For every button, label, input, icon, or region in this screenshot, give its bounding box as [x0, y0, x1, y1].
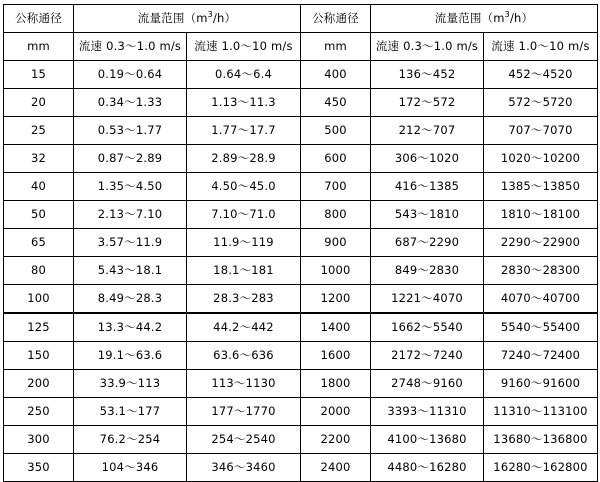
cell-flow-high-right: 572～5720 [484, 89, 598, 117]
cell-dn-right: 1200 [301, 285, 371, 314]
cell-flow-high-right: 2290～22900 [484, 229, 598, 257]
table-row [4, 313, 598, 342]
cell-dn-right: 800 [301, 201, 371, 229]
cell-flow-high-right: 16280～162800 [484, 454, 598, 482]
cell-dn-left: 250 [4, 398, 74, 426]
cell-flow-low-right: 543～1810 [371, 201, 484, 229]
cell-flow-low-left: 76.2～254 [74, 426, 187, 454]
cell-flow-high-right: 452～4520 [484, 61, 598, 89]
table-row [4, 201, 598, 229]
cell-flow-low-left: 5.43～18.1 [74, 257, 187, 285]
cell-flow-low-right: 687～2290 [371, 229, 484, 257]
cell-dn-left: 200 [4, 370, 74, 398]
cell-dn-right: 400 [301, 61, 371, 89]
header-flow-range-right [371, 5, 598, 33]
table-row [4, 117, 598, 145]
cell-dn-left: 40 [4, 173, 74, 201]
cell-flow-low-right: 4480～16280 [371, 454, 484, 482]
header-flow-range-left [74, 5, 301, 33]
table-row [4, 61, 598, 89]
cell-flow-low-right: 306～1020 [371, 145, 484, 173]
cell-flow-high-left: 4.50～45.0 [187, 173, 301, 201]
table-row [4, 285, 598, 314]
cell-dn-right: 600 [301, 145, 371, 173]
cell-flow-low-right: 2748～9160 [371, 370, 484, 398]
cell-dn-left: 300 [4, 426, 74, 454]
cell-dn-left: 15 [4, 61, 74, 89]
table-row [4, 145, 598, 173]
cell-flow-low-left: 0.87～2.89 [74, 145, 187, 173]
table-row [4, 257, 598, 285]
cell-dn-right: 1000 [301, 257, 371, 285]
cell-flow-high-right: 5540～55400 [484, 313, 598, 342]
cell-flow-low-left: 13.3～44.2 [74, 313, 187, 342]
cell-dn-left: 65 [4, 229, 74, 257]
table-row [4, 342, 598, 370]
header-nominal-diameter-right: 公称通径 [301, 5, 371, 33]
header-unit-right: mm [301, 33, 371, 61]
cell-flow-high-right: 7240～72400 [484, 342, 598, 370]
header-flow-range-left-suffix: /h） [212, 10, 237, 25]
cell-flow-high-left: 0.64～6.4 [187, 61, 301, 89]
table-row [4, 173, 598, 201]
cell-flow-low-left: 1.35～4.50 [74, 173, 187, 201]
cell-flow-low-right: 1221～4070 [371, 285, 484, 314]
cell-flow-high-left: 18.1～181 [187, 257, 301, 285]
cell-flow-high-left: 28.3～283 [187, 285, 301, 314]
cell-flow-high-right: 2830～28300 [484, 257, 598, 285]
cell-flow-low-right: 4100～13680 [371, 426, 484, 454]
cell-flow-high-right: 1385～13850 [484, 173, 598, 201]
cell-flow-low-left: 0.53～1.77 [74, 117, 187, 145]
cell-flow-high-right: 13680～136800 [484, 426, 598, 454]
header-flow-range-right-sup: 3 [504, 10, 510, 20]
header-velocity-high-right: 流速 1.0～10 m/s [484, 33, 598, 61]
cell-dn-left: 100 [4, 285, 74, 314]
table-row [4, 426, 598, 454]
header-flow-range-left-prefix: 流量范围（m [137, 10, 208, 25]
header-flow-range-left-sup: 3 [207, 10, 213, 20]
table-row [4, 89, 598, 117]
cell-dn-left: 50 [4, 201, 74, 229]
table-body [4, 61, 598, 482]
cell-flow-low-right: 1662～5540 [371, 313, 484, 342]
cell-flow-high-left: 346～3460 [187, 454, 301, 482]
header-flow-range-right-prefix: 流量范围（m [434, 10, 505, 25]
cell-flow-high-right: 1020～10200 [484, 145, 598, 173]
header-flow-range-right-suffix: /h） [509, 10, 534, 25]
cell-dn-left: 80 [4, 257, 74, 285]
cell-dn-right: 900 [301, 229, 371, 257]
cell-flow-high-right: 1810～18100 [484, 201, 598, 229]
cell-flow-high-left: 1.13～11.3 [187, 89, 301, 117]
cell-flow-low-left: 3.57～11.9 [74, 229, 187, 257]
cell-flow-high-left: 2.89～28.9 [187, 145, 301, 173]
cell-flow-high-left: 1.77～17.7 [187, 117, 301, 145]
cell-flow-low-right: 2172～7240 [371, 342, 484, 370]
cell-dn-left: 150 [4, 342, 74, 370]
header-nominal-diameter-left: 公称通径 [4, 5, 74, 33]
cell-dn-right: 1600 [301, 342, 371, 370]
header-row-sub [4, 33, 598, 61]
cell-flow-high-left: 63.6～636 [187, 342, 301, 370]
cell-flow-low-left: 19.1～63.6 [74, 342, 187, 370]
cell-flow-low-left: 33.9～113 [74, 370, 187, 398]
cell-flow-low-left: 2.13～7.10 [74, 201, 187, 229]
cell-dn-right: 2400 [301, 454, 371, 482]
header-unit-left: mm [4, 33, 74, 61]
cell-flow-low-right: 172～572 [371, 89, 484, 117]
cell-dn-right: 1800 [301, 370, 371, 398]
header-velocity-low-left: 流速 0.3～1.0 m/s [74, 33, 187, 61]
cell-dn-right: 700 [301, 173, 371, 201]
cell-flow-high-right: 11310～113100 [484, 398, 598, 426]
header-row-main [4, 5, 598, 33]
header-velocity-high-left: 流速 1.0～10 m/s [187, 33, 301, 61]
table-header [4, 5, 598, 61]
cell-flow-low-left: 0.34～1.33 [74, 89, 187, 117]
cell-flow-high-left: 177～1770 [187, 398, 301, 426]
table-row [4, 229, 598, 257]
cell-dn-left: 32 [4, 145, 74, 173]
cell-dn-left: 350 [4, 454, 74, 482]
cell-dn-right: 1400 [301, 313, 371, 342]
cell-dn-left: 25 [4, 117, 74, 145]
cell-flow-high-left: 44.2～442 [187, 313, 301, 342]
flow-range-table [3, 4, 598, 482]
cell-dn-right: 500 [301, 117, 371, 145]
cell-flow-low-right: 136～452 [371, 61, 484, 89]
cell-dn-right: 2000 [301, 398, 371, 426]
cell-flow-high-right: 4070～40700 [484, 285, 598, 314]
cell-flow-low-right: 849～2830 [371, 257, 484, 285]
table-row [4, 370, 598, 398]
cell-flow-high-left: 11.9～119 [187, 229, 301, 257]
cell-dn-left: 125 [4, 313, 74, 342]
cell-flow-low-left: 8.49～28.3 [74, 285, 187, 314]
cell-flow-low-right: 416～1385 [371, 173, 484, 201]
cell-flow-low-left: 53.1～177 [74, 398, 187, 426]
cell-dn-right: 2200 [301, 426, 371, 454]
cell-flow-low-right: 212～707 [371, 117, 484, 145]
table-row [4, 398, 598, 426]
cell-flow-high-right: 707～7070 [484, 117, 598, 145]
cell-flow-high-left: 113～1130 [187, 370, 301, 398]
cell-flow-high-left: 7.10～71.0 [187, 201, 301, 229]
cell-flow-high-left: 254～2540 [187, 426, 301, 454]
cell-flow-high-right: 9160～91600 [484, 370, 598, 398]
cell-flow-low-left: 104～346 [74, 454, 187, 482]
cell-flow-low-right: 3393～11310 [371, 398, 484, 426]
cell-dn-right: 450 [301, 89, 371, 117]
cell-dn-left: 20 [4, 89, 74, 117]
table-row [4, 454, 598, 482]
header-velocity-low-right: 流速 0.3～1.0 m/s [371, 33, 484, 61]
cell-flow-low-left: 0.19～0.64 [74, 61, 187, 89]
